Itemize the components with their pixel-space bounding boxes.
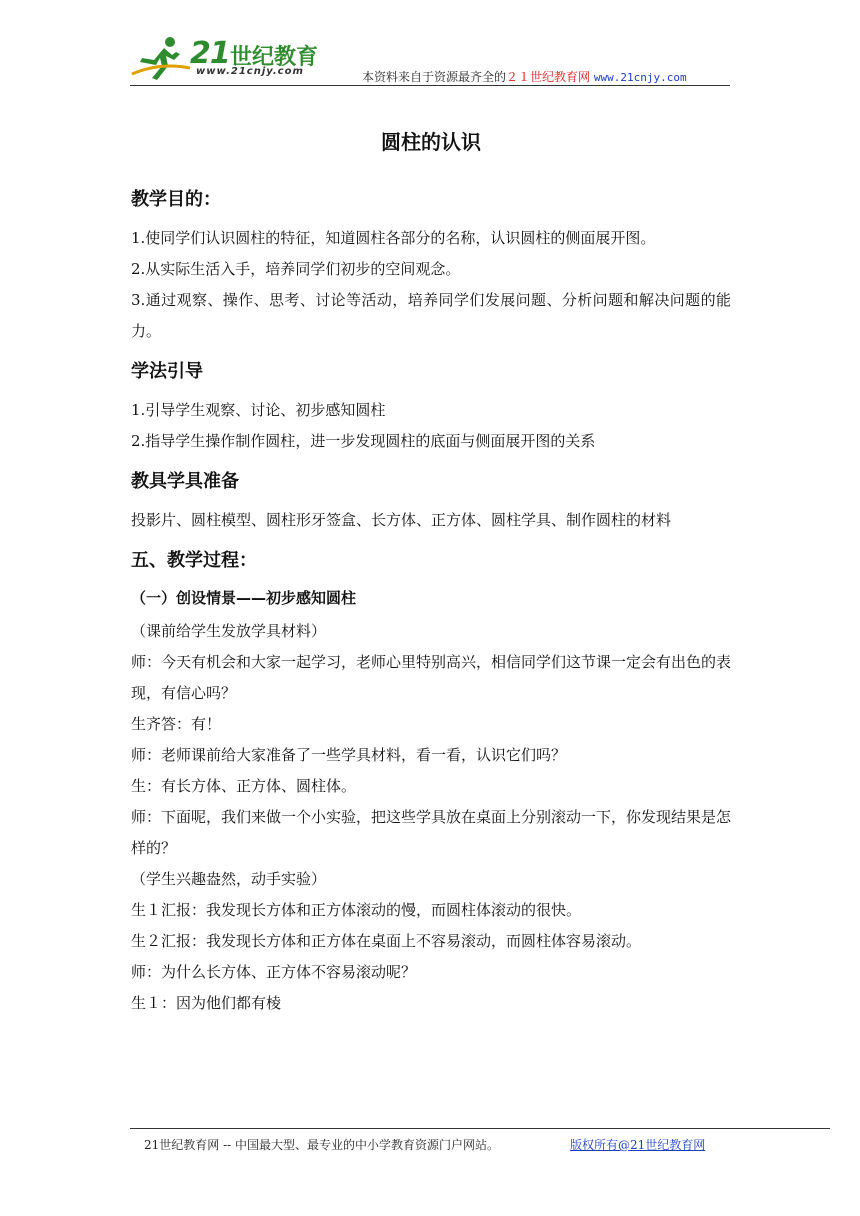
dialogue-line: 师：今天有机会和大家一起学习，老师心里特别高兴，相信同学们这节课一定会有出色的表现，有信心吗？ [131,653,732,702]
site-logo[interactable] [130,28,330,86]
page-header [130,28,730,86]
goals-heading: 教学目的： [131,189,221,210]
dialogue-line: （课前给学生发放学具材料） [131,622,327,640]
dialogue-line: 生：有长方体、正方体、圆柱体。 [131,777,357,795]
dialogue-line: 师：下面呢，我们来做一个小实验，把这些学具放在桌面上分别滚动一下，你发现结果是怎样的？ [131,808,732,857]
tools-heading: 教具学具准备 [131,471,239,492]
guide-item: 1.引导学生观察、讨论、初步感知圆柱 [131,401,386,419]
process-heading: 五、教学过程： [131,550,257,571]
goal-item: 3.通过观察、操作、思考、讨论等活动，培养同学们发展问题、分析问题和解决问题的能力。 [131,291,731,340]
dialogue-line: 师：老师课前给大家准备了一些学具材料，看一看，认识它们吗？ [131,746,567,764]
runner-logo-icon [130,34,194,82]
guide-heading: 学法引导 [131,361,203,382]
dialogue-line: 生２汇报：我发现长方体和正方体在桌面上不容易滚动，而圆柱体容易滚动。 [131,932,642,950]
document-body [131,120,731,1019]
tools-text: 投影片、圆柱模型、圆柱形牙签盒、长方体、正方体、圆柱学具、制作圆柱的材料 [131,511,672,529]
goal-item: 1.使同学们认识圆柱的特征，知道圆柱各部分的名称，认识圆柱的侧面展开图。 [131,229,656,247]
logo-number: 21 [190,36,230,71]
header-divider [130,85,730,86]
header-url-link[interactable]: www.21cnjy.com [593,71,687,84]
process-subheading: （一）创设情景——初步感知圆柱 [131,589,357,607]
logo-text: 世纪教育 [230,45,319,70]
page-title: 圆柱的认识 [381,130,481,154]
goal-item: 2.从实际生活入手，培养同学们初步的空间观念。 [131,260,461,278]
guide-item: 2.指导学生操作制作圆柱，进一步发现圆柱的底面与侧面展开图的关系 [131,432,596,450]
header-site-link[interactable]: ２１世纪教育网 [506,70,591,84]
dialogue-line: 生１汇报：我发现长方体和正方体滚动的慢，而圆柱体滚动的很快。 [131,901,582,919]
dialogue-line: 生１：因为他们都有棱 [131,994,282,1012]
footer-text: 21世纪教育网 -- 中国最大型、最专业的中小学教育资源门户网站。 [144,1138,500,1152]
header-source-note [362,68,687,85]
logo-url: www.21cnjy.com [196,66,304,77]
footer-copyright-link[interactable]: 版权所有@21世纪教育网 [570,1138,706,1152]
dialogue-line: 生齐答：有！ [131,715,222,733]
footer-divider [130,1128,830,1129]
dialogue-line: （学生兴趣盎然，动手实验） [131,870,327,888]
dialogue-line: 师：为什么长方体、正方体不容易滚动呢？ [131,963,417,981]
header-note-prefix: 本资料来自于资源最齐全的 [362,70,507,84]
